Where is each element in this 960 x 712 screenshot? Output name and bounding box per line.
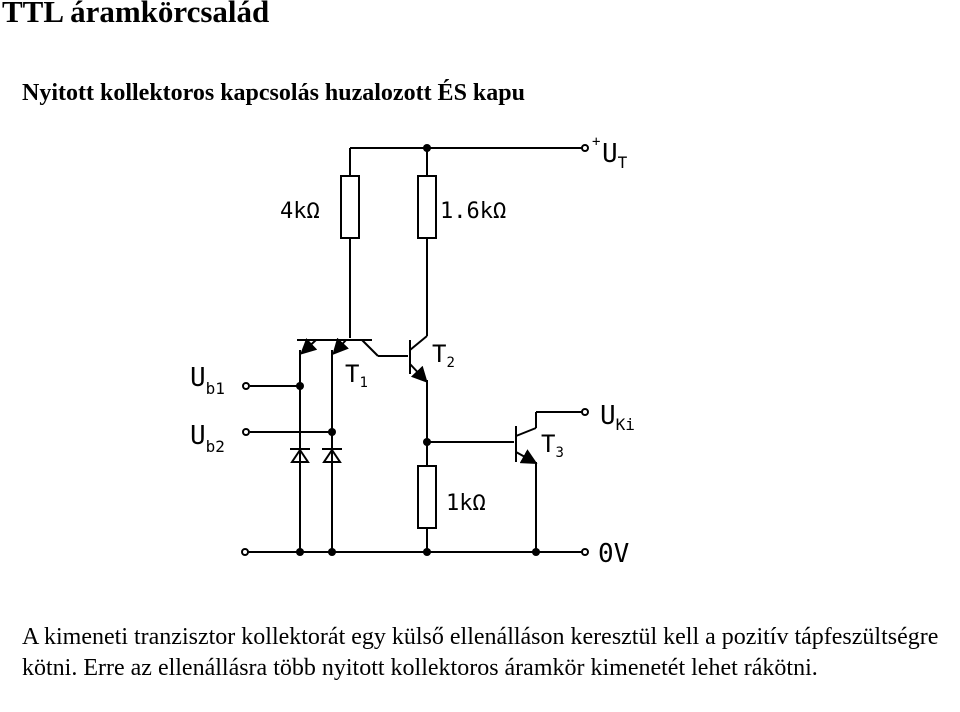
supply-plus: + xyxy=(592,134,601,150)
supply-label: $U_T$ xyxy=(602,139,628,172)
terminal-input-2 xyxy=(243,429,249,435)
transistor-t2-label: $T_2$ xyxy=(432,340,455,371)
terminal-supply xyxy=(582,145,588,151)
resistor-r2 xyxy=(418,176,436,238)
resistor-r2-label: 1.6kΩ xyxy=(440,199,507,224)
resistor-r3-label: 1kΩ xyxy=(446,491,486,516)
schematic-background xyxy=(148,130,648,598)
ground-label: 0V xyxy=(598,539,630,569)
page-title: TTL áramkörcsalád xyxy=(2,0,270,29)
terminal-ground-right xyxy=(582,549,588,555)
resistor-r1 xyxy=(341,176,359,238)
resistor-r1-label: 4kΩ xyxy=(280,199,320,224)
transistor-t3-label: $T_3$ xyxy=(541,430,564,461)
input-1-label: $U_{b1}$ xyxy=(190,363,225,398)
terminal-output xyxy=(582,409,588,415)
terminal-input-1 xyxy=(243,383,249,389)
description-paragraph: A kimeneti tranzisztor kollektorát egy külső ellenálláson keresztül kell a pozitív tápfeszültségre kötni. Erre az ellenállásra több nyitott kollektoros áramkör kimenetét lehet rákötni. xyxy=(22,624,939,681)
resistor-r3 xyxy=(418,466,436,528)
page-subtitle: Nyitott kollektoros kapcsolás huzalozott ÉS kapu xyxy=(22,80,525,106)
transistor-t1-label: $T_1$ xyxy=(345,360,368,391)
output-label: $U_{Ki}$ xyxy=(600,401,635,434)
terminal-ground xyxy=(242,549,248,555)
input-2-label: $U_{b2}$ xyxy=(190,421,225,456)
